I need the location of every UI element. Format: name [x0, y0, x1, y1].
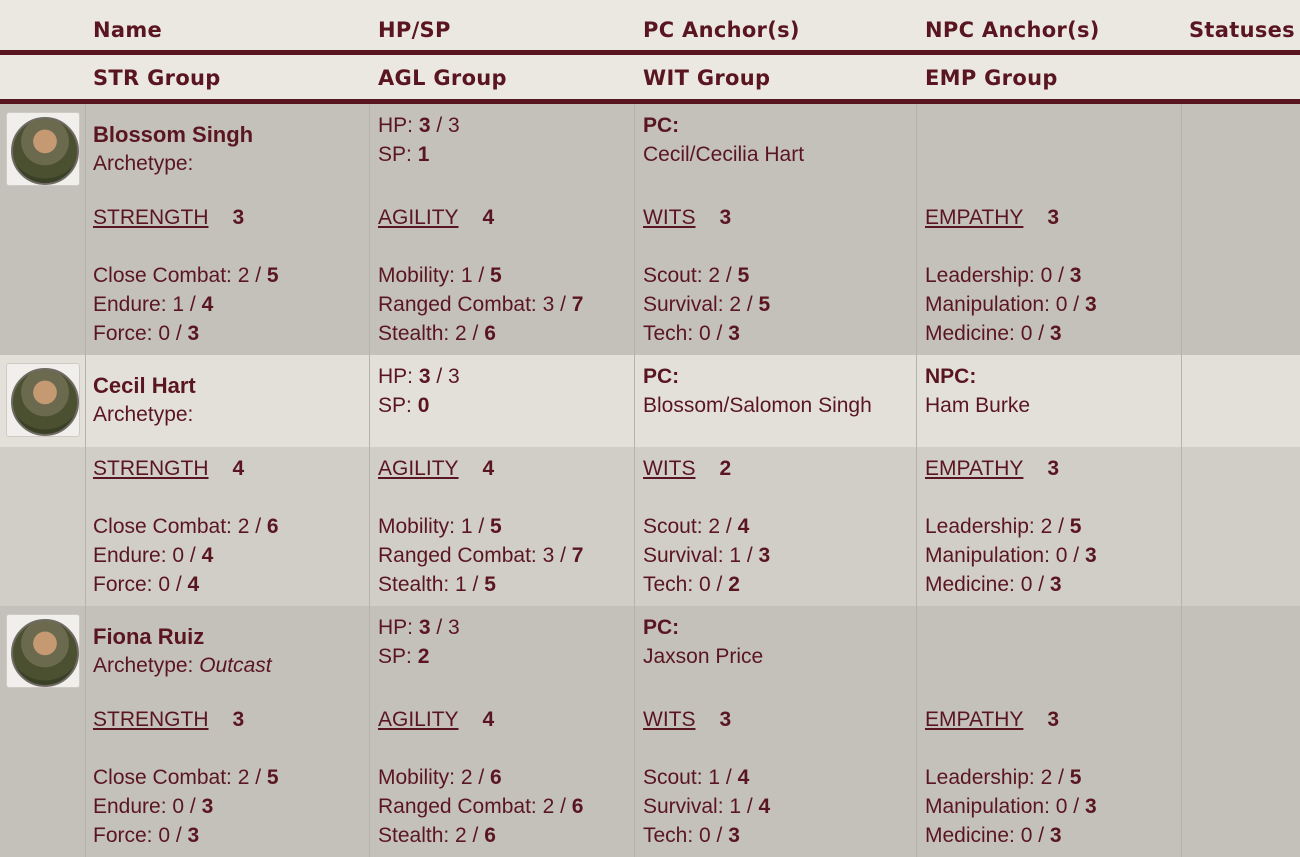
pc-anchor-label: PC: [643, 365, 680, 388]
archetype-line [93, 152, 193, 176]
sp-label: SP: [378, 143, 418, 166]
skill-label: Leadership: 0 / [925, 264, 1070, 287]
skill-max: 3 [728, 824, 740, 847]
skill-line [925, 573, 1062, 597]
col-header-npc-anchors[interactable]: NPC Anchor(s) [925, 18, 1100, 42]
hp-current: 3 [418, 114, 431, 137]
hp-line [378, 365, 460, 389]
hp-line [378, 616, 460, 640]
skill-line [93, 766, 279, 790]
attribute-name: AGILITY [378, 206, 459, 229]
col-header-statuses[interactable]: Statuses [1189, 18, 1295, 42]
character-stats-row [0, 196, 1300, 355]
table-cell [0, 447, 86, 606]
skill-label: Tech: 0 / [643, 573, 729, 596]
archetype-label: Archetype: [93, 403, 194, 426]
table-header [0, 0, 1300, 104]
skill-max: 4 [201, 544, 214, 567]
skill-line [643, 824, 740, 848]
skill-max: 3 [758, 544, 771, 567]
skill-label: Stealth: 2 / [378, 824, 485, 847]
attribute-value: 4 [232, 457, 245, 480]
skill-max: 3 [1049, 573, 1062, 596]
skill-max: 6 [484, 322, 496, 345]
skill-line [925, 795, 1097, 819]
skill-max: 3 [187, 322, 200, 345]
skill-line [93, 322, 199, 346]
table-cell [917, 606, 1182, 698]
hp-max: / 3 [430, 616, 460, 639]
attribute-name: WITS [643, 708, 696, 731]
skill-line [378, 573, 496, 597]
skill-max: 7 [571, 544, 584, 567]
table-cell [0, 698, 86, 857]
sp-value: 2 [417, 645, 430, 668]
skill-max: 3 [1069, 264, 1082, 287]
table-cell [86, 355, 370, 447]
skill-max: 4 [758, 795, 771, 818]
skill-max: 5 [266, 264, 279, 287]
skill-max: 6 [266, 515, 279, 538]
skill-line [925, 515, 1081, 539]
skill-max: 5 [758, 293, 771, 316]
skill-max: 3 [1049, 322, 1062, 345]
skill-label: Tech: 0 / [643, 824, 729, 847]
hp-label: HP: [378, 114, 419, 137]
skill-max: 6 [484, 824, 496, 847]
character-stats-row [0, 447, 1300, 606]
skill-label: Close Combat: 2 / [93, 264, 267, 287]
skill-max: 5 [266, 766, 279, 789]
avatar[interactable] [6, 363, 80, 437]
table-cell [0, 196, 86, 355]
hp-max: / 3 [430, 365, 460, 388]
skill-label: Close Combat: 2 / [93, 515, 267, 538]
skill-label: Endure: 1 / [93, 293, 202, 316]
skill-label: Force: 0 / [93, 573, 188, 596]
skill-label: Manipulation: 0 / [925, 293, 1085, 316]
skill-label: Force: 0 / [93, 824, 188, 847]
skill-max: 4 [201, 293, 214, 316]
pc-anchor-label: PC: [643, 616, 680, 639]
attribute-value: 3 [232, 206, 245, 229]
attribute-value: 4 [482, 206, 495, 229]
skill-label: Mobility: 1 / [378, 264, 491, 287]
skill-label: Endure: 0 / [93, 544, 202, 567]
attribute-name: WITS [643, 206, 696, 229]
attribute-value: 3 [719, 708, 732, 731]
skill-label: Scout: 1 / [643, 766, 738, 789]
attribute-name: STRENGTH [93, 708, 209, 731]
character-name[interactable]: Fiona Ruiz [93, 624, 205, 649]
skill-label: Medicine: 0 / [925, 824, 1050, 847]
skill-max: 4 [737, 766, 750, 789]
character-info-row [0, 355, 1300, 447]
skill-label: Leadership: 2 / [925, 766, 1070, 789]
pc-anchor-value[interactable]: Blossom/Salomon Singh [643, 394, 872, 417]
attribute-value: 4 [482, 708, 495, 731]
skill-line [643, 515, 749, 539]
skill-line [378, 824, 496, 848]
skill-line [378, 795, 583, 819]
skill-label: Survival: 1 / [643, 795, 759, 818]
attribute-value: 4 [482, 457, 495, 480]
skill-max: 4 [737, 515, 750, 538]
skill-line [643, 573, 740, 597]
attribute-agl[interactable] [378, 457, 494, 481]
col-header-wit-group[interactable]: WIT Group [643, 66, 771, 90]
skill-line [925, 264, 1081, 288]
attribute-str[interactable] [93, 457, 244, 481]
attribute-value: 3 [1047, 457, 1060, 480]
character-stats-row [0, 698, 1300, 857]
attribute-name: EMPATHY [925, 708, 1024, 731]
skill-label: Leadership: 2 / [925, 515, 1070, 538]
attribute-name: STRENGTH [93, 457, 209, 480]
attribute-str[interactable] [93, 708, 244, 732]
attribute-name: STRENGTH [93, 206, 209, 229]
skill-label: Force: 0 / [93, 322, 188, 345]
skill-max: 3 [187, 824, 200, 847]
hp-line [378, 114, 460, 138]
skill-max: 4 [187, 573, 200, 596]
sp-line [378, 645, 429, 669]
attribute-agl[interactable] [378, 206, 494, 230]
skill-max: 5 [490, 515, 502, 538]
skill-line [643, 544, 770, 568]
sp-value: 1 [417, 143, 430, 166]
attribute-name: AGILITY [378, 457, 459, 480]
col-header-agl-group[interactable]: AGL Group [378, 66, 507, 90]
skill-max: 2 [728, 573, 740, 596]
skill-line [643, 795, 770, 819]
skill-line [378, 544, 583, 568]
skill-line [93, 795, 213, 819]
skill-max: 3 [1084, 795, 1097, 818]
npc-anchor-label: NPC: [925, 365, 977, 388]
archetype-line [93, 403, 193, 427]
col-header-pc-anchors[interactable]: PC Anchor(s) [643, 18, 800, 42]
hp-label: HP: [378, 616, 419, 639]
attribute-wit[interactable] [643, 708, 731, 732]
skill-line [643, 293, 770, 317]
skill-line [378, 293, 583, 317]
npc-anchor-value[interactable]: Ham Burke [925, 394, 1031, 417]
hp-current: 3 [418, 365, 431, 388]
skill-label: Scout: 2 / [643, 515, 738, 538]
skill-line [93, 824, 199, 848]
skill-line [643, 322, 740, 346]
skill-line [93, 264, 279, 288]
attribute-wit[interactable] [643, 206, 731, 230]
skill-label: Ranged Combat: 3 / [378, 293, 572, 316]
attribute-value: 3 [232, 708, 245, 731]
avatar-image [11, 619, 79, 687]
attribute-str[interactable] [93, 206, 244, 230]
skill-max: 6 [490, 766, 502, 789]
skill-line [925, 824, 1062, 848]
skill-label: Ranged Combat: 3 / [378, 544, 572, 567]
avatar-image [11, 117, 79, 185]
skill-line [925, 322, 1062, 346]
skill-max: 3 [728, 322, 740, 345]
skill-max: 5 [484, 573, 496, 596]
col-header-str-group[interactable]: STR Group [93, 66, 221, 90]
table-cell [917, 104, 1182, 196]
skill-label: Medicine: 0 / [925, 322, 1050, 345]
attribute-name: WITS [643, 457, 696, 480]
pc-anchor-value[interactable]: Jaxson Price [643, 645, 764, 668]
hp-max: / 3 [430, 114, 460, 137]
hp-current: 3 [418, 616, 431, 639]
skill-max: 5 [737, 264, 750, 287]
sp-line [378, 394, 429, 418]
archetype-label: Archetype: [93, 152, 194, 175]
skill-max: 6 [571, 795, 584, 818]
skill-line [378, 766, 502, 790]
skill-line [925, 293, 1097, 317]
character-name[interactable]: Cecil Hart [93, 373, 196, 398]
skill-label: Stealth: 1 / [378, 573, 485, 596]
skill-label: Manipulation: 0 / [925, 544, 1085, 567]
skill-line [93, 293, 213, 317]
table-cell [86, 104, 370, 196]
skill-max: 7 [571, 293, 584, 316]
character-info-row [0, 104, 1300, 196]
sp-line [378, 143, 429, 167]
skill-line [378, 515, 502, 539]
skill-label: Stealth: 2 / [378, 322, 485, 345]
attribute-emp[interactable] [925, 457, 1059, 481]
skill-line [925, 544, 1097, 568]
skill-line [378, 264, 502, 288]
attribute-emp[interactable] [925, 708, 1059, 732]
attribute-emp[interactable] [925, 206, 1059, 230]
attribute-value: 2 [719, 457, 732, 480]
sp-label: SP: [378, 645, 418, 668]
skill-label: Tech: 0 / [643, 322, 729, 345]
skill-label: Manipulation: 0 / [925, 795, 1085, 818]
archetype-value: Outcast [193, 654, 272, 677]
skill-max: 3 [1049, 824, 1062, 847]
skill-line [93, 544, 213, 568]
skill-max: 5 [1069, 766, 1082, 789]
skill-label: Scout: 2 / [643, 264, 738, 287]
attribute-value: 3 [1047, 708, 1060, 731]
attribute-wit[interactable] [643, 457, 731, 481]
header-divider [0, 50, 1300, 55]
archetype-line [93, 654, 272, 678]
skill-label: Close Combat: 2 / [93, 766, 267, 789]
skill-line [93, 573, 199, 597]
col-header-name[interactable]: Name [93, 18, 163, 42]
sp-value: 0 [417, 394, 430, 417]
skill-line [378, 322, 496, 346]
skill-label: Medicine: 0 / [925, 573, 1050, 596]
col-header-emp-group[interactable]: EMP Group [925, 66, 1058, 90]
attribute-name: EMPATHY [925, 206, 1024, 229]
hp-label: HP: [378, 365, 419, 388]
attribute-value: 3 [719, 206, 732, 229]
skill-label: Survival: 2 / [643, 293, 759, 316]
pc-anchor-value[interactable]: Cecil/Cecilia Hart [643, 143, 805, 166]
avatar[interactable] [6, 614, 80, 688]
skill-label: Endure: 0 / [93, 795, 202, 818]
skill-max: 5 [1069, 515, 1082, 538]
archetype-label: Archetype: [93, 654, 194, 677]
avatar[interactable] [6, 112, 80, 186]
sp-label: SP: [378, 394, 418, 417]
avatar-image [11, 368, 79, 436]
attribute-value: 3 [1047, 206, 1060, 229]
skill-label: Mobility: 1 / [378, 515, 491, 538]
attribute-name: EMPATHY [925, 457, 1024, 480]
skill-max: 5 [490, 264, 502, 287]
skill-line [643, 766, 749, 790]
attribute-agl[interactable] [378, 708, 494, 732]
skill-line [925, 766, 1081, 790]
character-name[interactable]: Blossom Singh [93, 122, 254, 147]
pc-anchor-label: PC: [643, 114, 680, 137]
skill-label: Ranged Combat: 2 / [378, 795, 572, 818]
skill-max: 3 [1084, 293, 1097, 316]
skill-label: Mobility: 2 / [378, 766, 491, 789]
skill-line [93, 515, 279, 539]
skill-max: 3 [1084, 544, 1097, 567]
skill-label: Survival: 1 / [643, 544, 759, 567]
col-header-hp-sp[interactable]: HP/SP [378, 18, 451, 42]
table-cell [86, 606, 370, 698]
character-info-row [0, 606, 1300, 698]
skill-line [643, 264, 749, 288]
skill-max: 3 [201, 795, 214, 818]
attribute-name: AGILITY [378, 708, 459, 731]
